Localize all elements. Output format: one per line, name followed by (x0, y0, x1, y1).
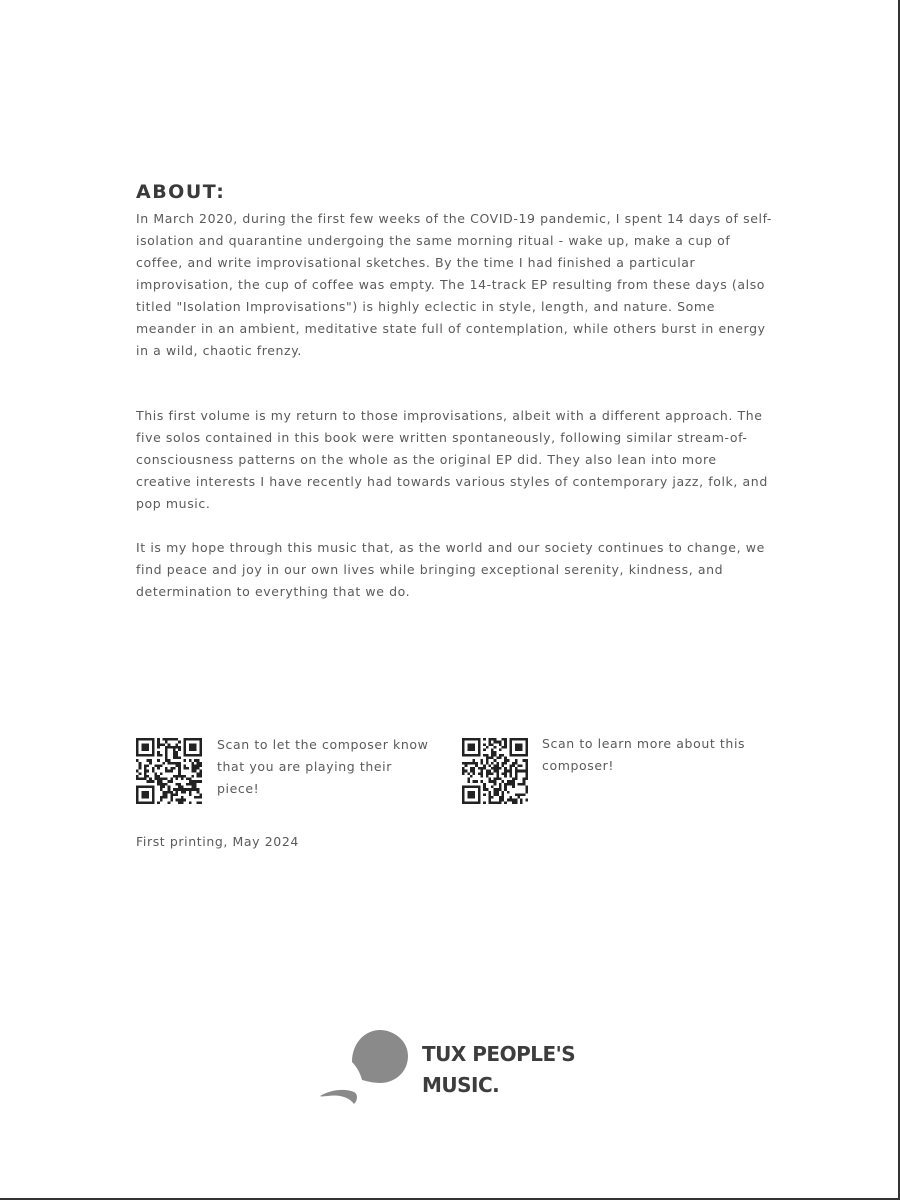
qr-caption-contact: Scan to let the composer know that you are playing their piece! (217, 737, 429, 796)
qr-caption-info: Scan to learn more about this composer! (542, 736, 746, 773)
about-paragraph-1: In March 2020, during the first few weeks of the COVID-19 pandemic, I spent 14 days of self-isolation and quarantine undergoing the same morning ritual - wake up, make a cup of coffee, and write improvisational sketches. By the time I had finished a particular improvisation, the cup of coffee was empty. The 14-track EP resulting from these days (also titled "Isolation Improvisations") is highly eclectic in style, length, and nature. Some meander in an ambient, meditative state full of contemplation, while others burst in energy in a wild, chaotic frenzy. (136, 211, 773, 358)
printing-note: First printing, May 2024 (136, 834, 299, 849)
speech-bubble-logo-icon (318, 1028, 418, 1110)
composer-contact-qr-code[interactable] (136, 738, 202, 804)
composer-info-qr-code[interactable] (462, 738, 528, 804)
publisher-logo (318, 1028, 608, 1110)
logo-line-1: TUX PEOPLE'S (422, 1042, 576, 1066)
about-paragraph-3: It is my hope through this music that, as the world and our society continues to change, we find peace and joy in our own lives while bringing exceptional serenity, kindness, and determination to everything that we do. (136, 540, 765, 599)
about-paragraph-2: This first volume is my return to those improvisations, albeit with a different approach. The five solos contained in this book were written spontaneously, following similar stream-of-consciousness patterns on the whole as the original EP did. They also lean into more creative interests I have recently had towards various styles of contemporary jazz, folk, and pop music. (136, 408, 768, 511)
logo-line-2: MUSIC. (422, 1073, 500, 1097)
about-heading: ABOUT: (136, 181, 226, 203)
